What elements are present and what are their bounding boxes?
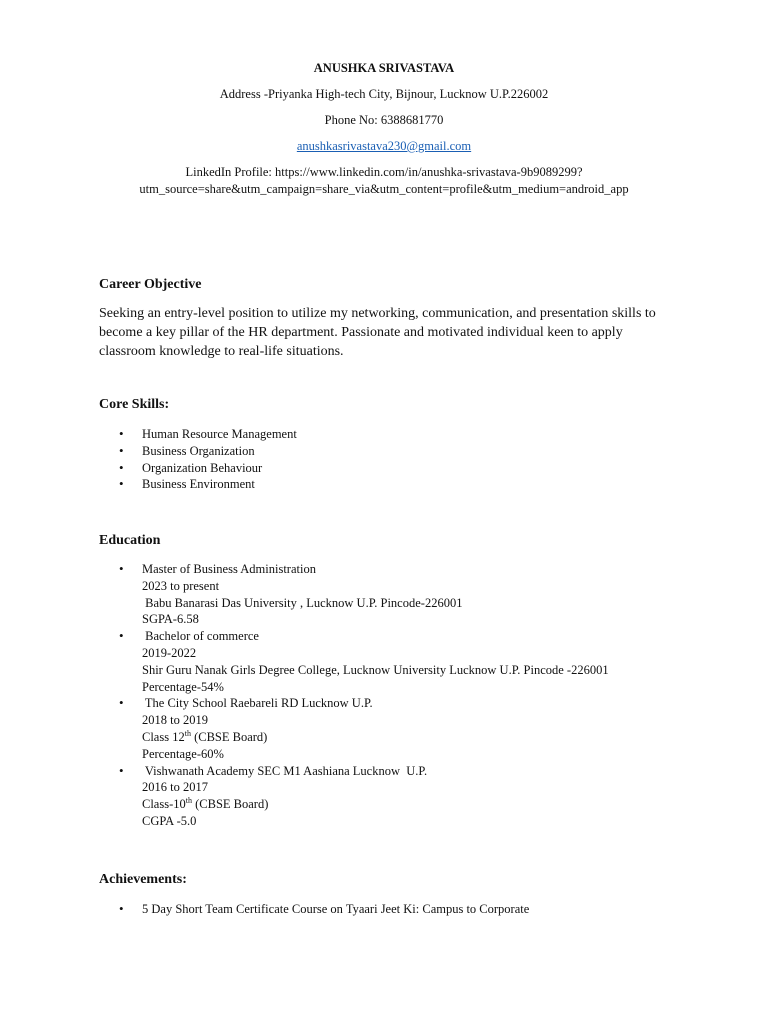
candidate-name: ANUSHKA SRIVASTAVA: [313, 61, 455, 75]
education-class: Class-10th (CBSE Board): [142, 796, 269, 812]
phone-line: Phone No: 6388681770: [324, 113, 444, 127]
education-title: • Master of Business Administration: [142, 562, 316, 576]
address-line: Address -Priyanka High-tech City, Bijnour, Lucknow U.P.226002: [219, 87, 549, 101]
education-period: 2019-2022: [142, 645, 197, 660]
education-period: 2023 to present: [142, 578, 220, 593]
education-score: CGPA -5.0: [142, 813, 197, 828]
core-skills-list: [99, 426, 297, 493]
education-score: Percentage-60%: [142, 746, 224, 761]
list-item: • Business Organization: [99, 443, 297, 460]
education-item: [99, 561, 609, 628]
education-item: [99, 628, 609, 695]
education-score: SGPA-6.58: [142, 612, 199, 627]
education-title: • Vishwanath Academy SEC M1 Aashiana Lucknow U.P.: [142, 763, 428, 778]
list-item: • Business Environment: [99, 476, 297, 493]
education-title: • The City School Raebareli RD Lucknow U.P.: [142, 696, 373, 711]
list-item: • Human Resource Management: [99, 426, 297, 443]
list-item: • Organization Behaviour: [99, 460, 297, 477]
education-institution: Shir Guru Nanak Girls Degree College, Lucknow University Lucknow U.P. Pincode -226001: [142, 662, 609, 677]
list-item: • 5 Day Short Team Certificate Course on Tyaari Jeet Ki: Campus to Corporate: [99, 901, 529, 918]
education-period: 2016 to 2017: [142, 780, 208, 795]
career-objective-text: Seeking an entry-level position to utilize my networking, communication, and presentation skills to become a key pillar of the HR department. Passionate and motivated individual keen to apply classroom knowledge to real-life situations.: [99, 306, 656, 359]
achievements-heading: Achievements:: [99, 872, 187, 887]
core-skills-heading: Core Skills:: [99, 397, 170, 412]
achievements-list: [99, 901, 529, 918]
education-institution: Babu Banarasi Das University , Lucknow U.P. Pincode-226001: [142, 595, 463, 610]
education-heading: Education: [99, 533, 161, 548]
education-item: [99, 695, 609, 762]
email-link[interactable]: anushkasrivastava230@gmail.com: [296, 139, 472, 153]
career-objective-heading: Career Objective: [99, 277, 202, 292]
education-score: Percentage-54%: [142, 679, 224, 694]
education-title: • Bachelor of commerce: [142, 629, 259, 644]
education-item: [99, 763, 609, 830]
education-list: [99, 561, 609, 830]
education-class: Class 12th (CBSE Board): [142, 728, 268, 744]
education-period: 2018 to 2019: [142, 713, 208, 728]
linkedin-line: LinkedIn Profile: https://www.linkedin.com/in/anushka-srivastava-9b9089299?utm_source=share&utm_campaign=share_via&utm_content=profile&utm_medium=android_app: [139, 165, 629, 196]
